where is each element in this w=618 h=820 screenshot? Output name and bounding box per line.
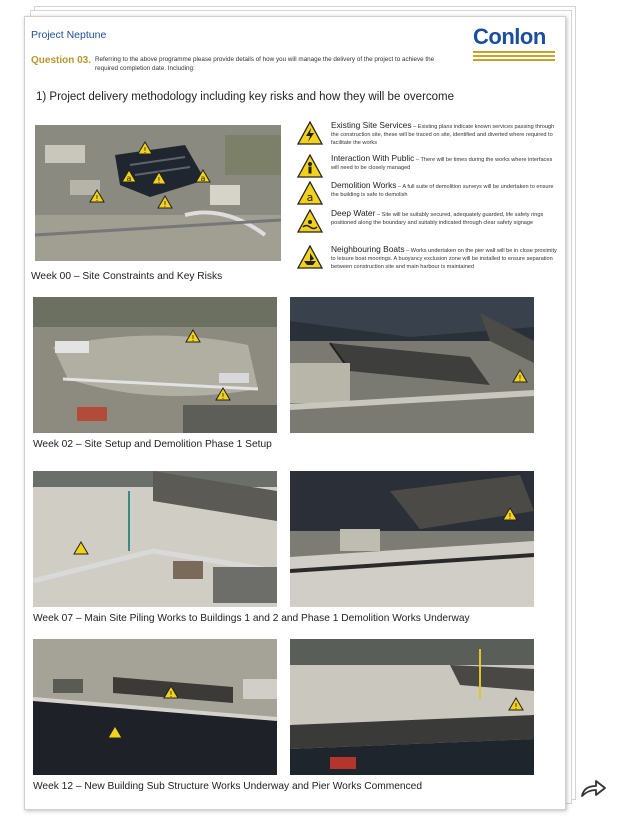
week07-demolition-works-photo <box>290 471 534 607</box>
week00-site-photo <box>35 125 281 261</box>
question-text: Referring to the above programme please provide details of how you will manage the delivery of the project to achieve the required completion date. Including: <box>95 56 435 72</box>
share-icon[interactable] <box>578 776 608 800</box>
svg-text:!: ! <box>169 690 173 699</box>
project-title: Project Neptune <box>31 29 107 41</box>
document-page <box>24 16 566 810</box>
person-warning-icon <box>297 154 323 178</box>
caption-week07: Week 07 – Main Site Piling Works to Buildings 1 and 2 and Phase 1 Demolition Works Underway <box>33 613 470 624</box>
warning-marker-icon <box>157 195 173 209</box>
risk-item-public-interaction <box>297 154 559 180</box>
risk-text: – Site will be suitably secured, adequately guarded, life safety rings positioned along the boundary and suitably indicated through clear safety signage <box>331 212 544 227</box>
warning-marker-icon <box>512 369 528 383</box>
logo-lines <box>473 51 555 61</box>
demolition-warning-icon <box>297 181 323 205</box>
question-label: Question 03. <box>31 55 92 66</box>
svg-text:a: a <box>126 174 132 183</box>
risk-title: Deep Water <box>331 208 376 218</box>
risk-item-deep-water <box>297 209 559 243</box>
svg-text:!: ! <box>157 176 161 185</box>
warning-marker-icon <box>137 141 153 155</box>
deep-water-warning-icon <box>297 209 323 233</box>
svg-text:!: ! <box>514 702 518 711</box>
company-logo <box>473 25 555 61</box>
risk-text: – Existing plans indicate known services passing through the construction site, these will be traced on site, identified and diverted where required to facilitate the works <box>331 124 555 147</box>
week02-harbour-building-photo <box>290 297 534 433</box>
week12-substructure-photo <box>33 639 277 775</box>
svg-text:a: a <box>306 191 314 204</box>
caption-week02: Week 02 – Site Setup and Demolition Phase 1 Setup <box>33 439 272 450</box>
risk-text: – A full suite of demolition surveys will be undertaken to ensure the building is safe to demolish <box>331 184 554 199</box>
warning-marker-icon <box>163 685 179 699</box>
buoy-marker-icon <box>107 725 123 739</box>
warning-marker-icon <box>502 507 518 521</box>
boat-warning-icon <box>297 245 323 269</box>
week12-pier-works-photo <box>290 639 534 775</box>
warning-marker-icon <box>185 329 201 343</box>
warning-marker-icon <box>151 171 167 185</box>
week02-site-setup-photo <box>33 297 277 433</box>
risk-title: Interaction With Public <box>331 153 415 163</box>
logo-text: Conlon <box>473 24 546 49</box>
caption-week00: Week 00 – Site Constraints and Key Risks <box>31 271 223 282</box>
risk-text: – Works undertaken on the pier wall will be in close proximity to leisure boat moorings. A buoyancy exclusion zone will be installed to ensure separation between construction site and main harbour is maintained <box>331 248 557 271</box>
lightning-warning-icon <box>297 121 323 145</box>
risk-text: – There will be times during the works where interfaces will need to be closely managed <box>331 157 553 172</box>
svg-text:!: ! <box>518 374 522 383</box>
risk-title: Neighbouring Boats <box>331 244 405 254</box>
svg-text:!: ! <box>508 512 512 521</box>
caption-week12: Week 12 – New Building Sub Structure Works Underway and Pier Works Commenced <box>33 781 422 792</box>
svg-text:a: a <box>200 174 206 183</box>
risk-item-neighbouring-boats <box>297 245 559 285</box>
svg-text:!: ! <box>221 392 225 401</box>
svg-text:!: ! <box>163 200 167 209</box>
week07-piling-works-photo <box>33 471 277 607</box>
warning-marker-icon <box>121 169 137 183</box>
svg-text:!: ! <box>143 146 147 155</box>
risk-item-demolition <box>297 181 559 207</box>
excavator-marker-icon <box>73 541 89 555</box>
warning-marker-icon <box>195 169 211 183</box>
warning-marker-icon <box>89 189 105 203</box>
svg-text:!: ! <box>95 194 99 203</box>
risk-title: Existing Site Services <box>331 120 412 130</box>
svg-text:!: ! <box>191 334 195 343</box>
warning-marker-icon <box>508 697 524 711</box>
warning-marker-icon <box>215 387 231 401</box>
risk-title: Demolition Works <box>331 180 397 190</box>
section-heading: 1) Project delivery methodology including key risks and how they will be overcome <box>36 91 455 103</box>
risk-item-existing-services <box>297 121 559 157</box>
